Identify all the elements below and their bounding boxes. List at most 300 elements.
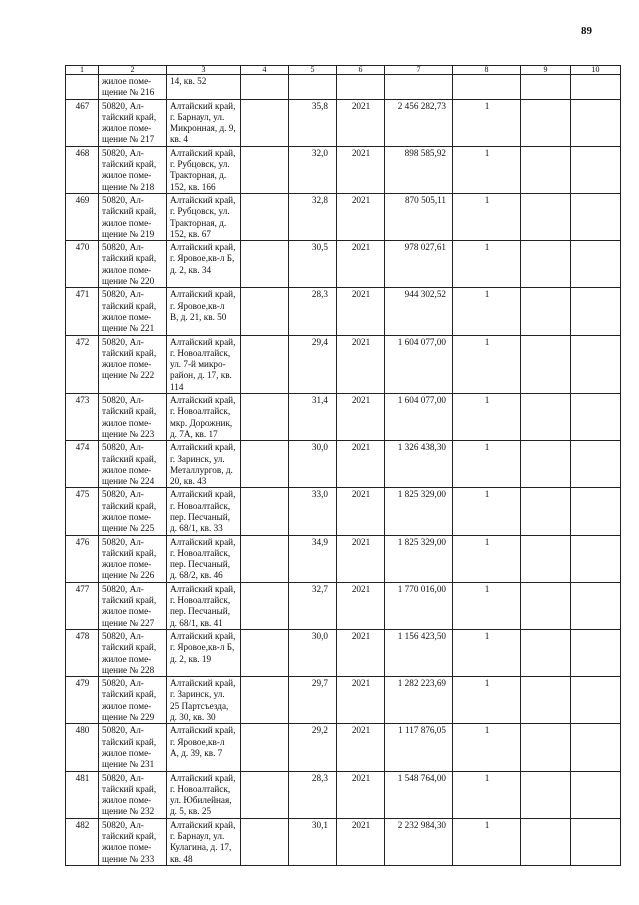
page-number: 89 xyxy=(581,25,592,37)
quantity-value-cell xyxy=(453,582,521,629)
cost-value: 1 604 077,00 xyxy=(397,336,446,347)
row-number: 469 xyxy=(75,194,90,205)
object-address-cell xyxy=(167,629,241,676)
year-value-cell xyxy=(337,146,385,193)
area-value: 31,4 xyxy=(311,395,328,406)
quantity-value-cell xyxy=(453,441,521,488)
object-address-cell xyxy=(167,818,241,865)
cell-col10-cell xyxy=(571,488,621,535)
row-number-cell xyxy=(66,288,99,335)
object-name-cell xyxy=(99,818,167,865)
object-name-cell xyxy=(99,394,167,441)
area-value-cell xyxy=(289,582,337,629)
quantity-value-cell xyxy=(453,535,521,582)
area-value: 29,2 xyxy=(311,725,328,736)
cell-col9-cell xyxy=(521,75,571,100)
cost-value-cell xyxy=(385,488,453,535)
object-address: Алтайский край, г. Новоалтайск, пер. Песчаный, д. 68/1, кв. 33 xyxy=(170,489,236,534)
quantity-value: 1 xyxy=(484,819,490,830)
cost-value-cell xyxy=(385,394,453,441)
cost-value: 2 456 282,73 xyxy=(397,100,446,111)
row-number: 468 xyxy=(75,147,90,158)
cost-value-cell xyxy=(385,724,453,771)
quantity-value: 1 xyxy=(484,489,490,500)
quantity-value: 1 xyxy=(484,194,490,205)
object-address: Алтайский край, г. Яровое,кв-л Б, д. 2, кв. 34 xyxy=(170,242,236,275)
object-address: Алтайский край, г. Рубцовск, ул. Тракторная, д. 152, кв. 67 xyxy=(170,194,236,239)
cell-col9-cell xyxy=(521,394,571,441)
object-address: Алтайский край, г. Барнаул, ул. Микронная, д. 9, кв. 4 xyxy=(170,100,236,145)
column-header: 10 xyxy=(571,66,621,75)
cost-value: 978 027,61 xyxy=(404,242,446,253)
area-value-cell xyxy=(289,75,337,100)
area-value: 30,0 xyxy=(311,442,328,453)
year-value-cell xyxy=(337,75,385,100)
row-number: 472 xyxy=(75,336,90,347)
area-value: 29,4 xyxy=(311,336,328,347)
cell-col10-cell xyxy=(571,193,621,240)
quantity-value-cell xyxy=(453,818,521,865)
cost-value-cell xyxy=(385,535,453,582)
cost-value-cell xyxy=(385,75,453,100)
quantity-value-cell xyxy=(453,75,521,100)
quantity-value-cell xyxy=(453,335,521,393)
table-row xyxy=(66,771,621,818)
area-value-cell xyxy=(289,724,337,771)
year-value-cell xyxy=(337,535,385,582)
object-name-cell xyxy=(99,771,167,818)
row-number: 482 xyxy=(75,819,90,830)
cell-col10-cell xyxy=(571,241,621,288)
cost-value: 1 282 223,69 xyxy=(397,678,446,689)
object-name: 50820, Ал- тайский край, жилое поме- щение № 219 xyxy=(102,194,157,239)
column-header: 5 xyxy=(289,66,337,75)
area-value-cell xyxy=(289,677,337,724)
quantity-value: 1 xyxy=(484,289,490,300)
year-value-cell xyxy=(337,335,385,393)
cost-value-cell xyxy=(385,335,453,393)
object-name: 50820, Ал- тайский край, жилое поме- щение № 231 xyxy=(102,725,157,770)
object-name-cell xyxy=(99,677,167,724)
year-value: 2021 xyxy=(351,772,371,783)
cell-col9-cell xyxy=(521,629,571,676)
cell-col9-cell xyxy=(521,724,571,771)
row-number: 473 xyxy=(75,395,90,406)
table-row xyxy=(66,677,621,724)
cell-col4-cell xyxy=(241,99,289,146)
year-value: 2021 xyxy=(351,489,371,500)
object-address: Алтайский край, г. Новоалтайск, пер. Песчаный, д. 68/2, кв. 46 xyxy=(170,536,236,581)
area-value-cell xyxy=(289,629,337,676)
cell-col10-cell xyxy=(571,99,621,146)
cell-col9-cell xyxy=(521,771,571,818)
quantity-value: 1 xyxy=(484,583,490,594)
object-name: 50820, Ал- тайский край, жилое поме- щение № 222 xyxy=(102,336,157,381)
quantity-value-cell xyxy=(453,394,521,441)
table-body xyxy=(66,66,621,866)
row-number-cell xyxy=(66,677,99,724)
cost-value-cell xyxy=(385,629,453,676)
object-address: Алтайский край, г. Рубцовск, ул. Тракторная, д. 152, кв. 166 xyxy=(170,147,236,192)
cost-value: 1 825 329,00 xyxy=(397,489,446,500)
area-value: 28,3 xyxy=(311,772,328,783)
row-number-cell xyxy=(66,818,99,865)
table-row xyxy=(66,582,621,629)
cell-col4-cell xyxy=(241,488,289,535)
area-value-cell xyxy=(289,394,337,441)
object-name: 50820, Ал- тайский край, жилое поме- щение № 221 xyxy=(102,289,157,334)
cost-value-cell xyxy=(385,582,453,629)
cell-col10-cell xyxy=(571,335,621,393)
year-value: 2021 xyxy=(351,289,371,300)
quantity-value: 1 xyxy=(484,242,490,253)
cell-col4-cell xyxy=(241,724,289,771)
cost-value-cell xyxy=(385,677,453,724)
row-number: 479 xyxy=(75,678,90,689)
area-value: 35,8 xyxy=(311,100,328,111)
area-value: 32,7 xyxy=(311,583,328,594)
cost-value: 1 326 438,30 xyxy=(397,442,446,453)
column-header: 8 xyxy=(453,66,521,75)
object-address-cell xyxy=(167,677,241,724)
column-header: 9 xyxy=(521,66,571,75)
object-name: 50820, Ал- тайский край, жилое поме- щение № 227 xyxy=(102,583,157,628)
cell-col4-cell xyxy=(241,193,289,240)
area-value-cell xyxy=(289,193,337,240)
table-row xyxy=(66,818,621,865)
quantity-value: 1 xyxy=(484,442,490,453)
cost-value: 1 156 423,50 xyxy=(397,630,446,641)
cell-col4-cell xyxy=(241,241,289,288)
object-address-cell xyxy=(167,146,241,193)
cell-col9-cell xyxy=(521,582,571,629)
object-name: 50820, Ал- тайский край, жилое поме- щение № 233 xyxy=(102,819,157,864)
table-row xyxy=(66,535,621,582)
cell-col10-cell xyxy=(571,146,621,193)
row-number-cell xyxy=(66,629,99,676)
year-value: 2021 xyxy=(351,819,371,830)
year-value: 2021 xyxy=(351,678,371,689)
object-name: 50820, Ал- тайский край, жилое поме- щение № 224 xyxy=(102,442,157,487)
object-address-cell xyxy=(167,75,241,100)
cell-col9-cell xyxy=(521,146,571,193)
object-address: Алтайский край, г. Заринск, ул. 25 Партсъезда, д. 30, кв. 30 xyxy=(170,678,236,723)
row-number: 475 xyxy=(75,489,90,500)
area-value-cell xyxy=(289,441,337,488)
object-name-cell xyxy=(99,441,167,488)
object-name-cell xyxy=(99,535,167,582)
header-row xyxy=(66,66,621,75)
area-value-cell xyxy=(289,241,337,288)
year-value-cell xyxy=(337,629,385,676)
row-number: 477 xyxy=(75,583,90,594)
cell-col9-cell xyxy=(521,535,571,582)
row-number-cell xyxy=(66,771,99,818)
area-value: 32,0 xyxy=(311,147,328,158)
object-name: 50820, Ал- тайский край, жилое поме- щение № 225 xyxy=(102,489,157,534)
object-name-cell xyxy=(99,488,167,535)
year-value-cell xyxy=(337,771,385,818)
row-number-cell xyxy=(66,488,99,535)
object-name: 50820, Ал- тайский край, жилое поме- щение № 226 xyxy=(102,536,157,581)
year-value: 2021 xyxy=(351,583,371,594)
cell-col4-cell xyxy=(241,441,289,488)
cost-value-cell xyxy=(385,818,453,865)
year-value: 2021 xyxy=(351,100,371,111)
object-name-cell xyxy=(99,193,167,240)
row-number: 470 xyxy=(75,242,90,253)
quantity-value: 1 xyxy=(484,536,490,547)
object-name: 50820, Ал- тайский край, жилое поме- щение № 218 xyxy=(102,147,157,192)
column-header: 6 xyxy=(337,66,385,75)
object-name-cell xyxy=(99,629,167,676)
quantity-value-cell xyxy=(453,677,521,724)
object-address-cell xyxy=(167,724,241,771)
table-row xyxy=(66,441,621,488)
year-value-cell xyxy=(337,441,385,488)
year-value-cell xyxy=(337,394,385,441)
object-name: 50820, Ал- тайский край, жилое поме- щение № 232 xyxy=(102,772,157,817)
quantity-value-cell xyxy=(453,488,521,535)
cost-value: 1 548 764,00 xyxy=(397,772,446,783)
quantity-value-cell xyxy=(453,99,521,146)
quantity-value: 1 xyxy=(484,336,490,347)
year-value-cell xyxy=(337,288,385,335)
cell-col4-cell xyxy=(241,288,289,335)
object-name-cell xyxy=(99,99,167,146)
table-row xyxy=(66,629,621,676)
object-address: Алтайский край, г. Новоалтайск, мкр. Дорожник, д. 7А, кв. 17 xyxy=(170,395,236,439)
cost-value-cell xyxy=(385,771,453,818)
column-header: 1 xyxy=(66,66,99,75)
cell-col4-cell xyxy=(241,394,289,441)
row-number-cell xyxy=(66,724,99,771)
area-value: 29,7 xyxy=(311,678,328,689)
area-value: 33,0 xyxy=(311,489,328,500)
property-table xyxy=(65,65,621,866)
cell-col10-cell xyxy=(571,75,621,100)
object-address-cell xyxy=(167,99,241,146)
cell-col9-cell xyxy=(521,99,571,146)
area-value-cell xyxy=(289,535,337,582)
cell-col10-cell xyxy=(571,394,621,441)
object-address: Алтайский край, г. Новоалтайск, ул. 7-й микро- район, д. 17, кв. 114 xyxy=(170,336,236,392)
cost-value: 898 585,92 xyxy=(404,147,446,158)
table-row xyxy=(66,724,621,771)
table-row xyxy=(66,241,621,288)
quantity-value-cell xyxy=(453,629,521,676)
cell-col4-cell xyxy=(241,535,289,582)
row-number-cell xyxy=(66,75,99,100)
cell-col4-cell xyxy=(241,335,289,393)
quantity-value-cell xyxy=(453,724,521,771)
area-value-cell xyxy=(289,335,337,393)
row-number-cell xyxy=(66,394,99,441)
cost-value-cell xyxy=(385,288,453,335)
cell-col4-cell xyxy=(241,629,289,676)
object-address-cell xyxy=(167,288,241,335)
table-row xyxy=(66,394,621,441)
year-value-cell xyxy=(337,99,385,146)
object-address-cell xyxy=(167,193,241,240)
object-address: Алтайский край, г. Новоалтайск, ул. Юбилейная, д. 5, кв. 25 xyxy=(170,772,236,817)
cell-col9-cell xyxy=(521,488,571,535)
cost-value-cell xyxy=(385,99,453,146)
area-value-cell xyxy=(289,488,337,535)
quantity-value-cell xyxy=(453,241,521,288)
row-number: 474 xyxy=(75,442,90,453)
row-number-cell xyxy=(66,335,99,393)
area-value-cell xyxy=(289,146,337,193)
year-value-cell xyxy=(337,724,385,771)
area-value: 30,0 xyxy=(311,630,328,641)
year-value-cell xyxy=(337,818,385,865)
column-header: 7 xyxy=(385,66,453,75)
object-address-cell xyxy=(167,535,241,582)
object-address: Алтайский край, г. Яровое,кв-л В, д. 21, кв. 50 xyxy=(170,289,236,322)
object-name: 50820, Ал- тайский край, жилое поме- щение № 220 xyxy=(102,242,157,287)
row-number: 467 xyxy=(75,100,90,111)
cell-col10-cell xyxy=(571,582,621,629)
cell-col10-cell xyxy=(571,629,621,676)
year-value-cell xyxy=(337,677,385,724)
cell-col10-cell xyxy=(571,771,621,818)
cost-value-cell xyxy=(385,241,453,288)
quantity-value: 1 xyxy=(484,147,490,158)
cost-value: 1 604 077,00 xyxy=(397,395,446,406)
quantity-value-cell xyxy=(453,193,521,240)
cell-col4-cell xyxy=(241,771,289,818)
year-value: 2021 xyxy=(351,442,371,453)
cell-col9-cell xyxy=(521,288,571,335)
year-value-cell xyxy=(337,488,385,535)
object-address: Алтайский край, г. Заринск, ул. Металлургов, д. 20, кв. 43 xyxy=(170,442,236,487)
object-name-cell xyxy=(99,335,167,393)
quantity-value: 1 xyxy=(484,772,490,783)
year-value: 2021 xyxy=(351,242,371,253)
table-row xyxy=(66,146,621,193)
object-name: 50820, Ал- тайский край, жилое поме- щение № 228 xyxy=(102,630,157,675)
year-value-cell xyxy=(337,582,385,629)
cell-col10-cell xyxy=(571,724,621,771)
cell-col10-cell xyxy=(571,535,621,582)
table-row xyxy=(66,99,621,146)
year-value: 2021 xyxy=(351,630,371,641)
row-number: 476 xyxy=(75,536,90,547)
row-number-cell xyxy=(66,99,99,146)
area-value: 28,3 xyxy=(311,289,328,300)
object-name: жилое поме- щение № 216 xyxy=(102,76,155,98)
row-number: 478 xyxy=(75,630,90,641)
object-name: 50820, Ал- тайский край, жилое поме- щение № 229 xyxy=(102,678,157,723)
cell-col9-cell xyxy=(521,193,571,240)
area-value-cell xyxy=(289,771,337,818)
object-address: Алтайский край, г. Яровое,кв-л Б, д. 2, кв. 19 xyxy=(170,630,236,664)
quantity-value-cell xyxy=(453,288,521,335)
cost-value-cell xyxy=(385,146,453,193)
object-address-cell xyxy=(167,771,241,818)
table-row xyxy=(66,75,621,100)
object-address-cell xyxy=(167,394,241,441)
quantity-value: 1 xyxy=(484,100,490,111)
quantity-value: 1 xyxy=(484,725,490,736)
year-value: 2021 xyxy=(351,336,371,347)
cell-col4-cell xyxy=(241,582,289,629)
object-address: Алтайский край, г. Барнаул, ул. Кулагина, д. 17, кв. 48 xyxy=(170,819,236,864)
column-header: 3 xyxy=(167,66,241,75)
cost-value: 944 302,52 xyxy=(404,289,446,300)
area-value: 32,8 xyxy=(311,194,328,205)
row-number: 480 xyxy=(75,725,90,736)
cell-col9-cell xyxy=(521,677,571,724)
cell-col9-cell xyxy=(521,241,571,288)
quantity-value-cell xyxy=(453,146,521,193)
cell-col4-cell xyxy=(241,146,289,193)
object-name-cell xyxy=(99,724,167,771)
table-row xyxy=(66,488,621,535)
object-address-cell xyxy=(167,335,241,393)
object-address-cell xyxy=(167,441,241,488)
object-name: 50820, Ал- тайский край, жилое поме- щение № 217 xyxy=(102,100,157,145)
area-value: 30,5 xyxy=(311,242,328,253)
object-name-cell xyxy=(99,241,167,288)
year-value: 2021 xyxy=(351,395,371,406)
column-header: 2 xyxy=(99,66,167,75)
row-number-cell xyxy=(66,441,99,488)
cost-value: 1 770 016,00 xyxy=(397,583,446,594)
cell-col4-cell xyxy=(241,75,289,100)
area-value-cell xyxy=(289,818,337,865)
cost-value: 870 505,11 xyxy=(404,194,446,205)
cell-col10-cell xyxy=(571,677,621,724)
object-name: 50820, Ал- тайский край, жилое поме- щение № 223 xyxy=(102,395,157,439)
cell-col9-cell xyxy=(521,818,571,865)
row-number: 481 xyxy=(75,772,90,783)
object-address: 14, кв. 52 xyxy=(170,76,207,86)
object-address-cell xyxy=(167,582,241,629)
row-number: 471 xyxy=(75,289,90,300)
cell-col9-cell xyxy=(521,441,571,488)
cost-value: 1 825 329,00 xyxy=(397,536,446,547)
object-address-cell xyxy=(167,488,241,535)
column-header: 4 xyxy=(241,66,289,75)
quantity-value: 1 xyxy=(484,395,490,406)
cost-value-cell xyxy=(385,441,453,488)
object-address: Алтайский край, г. Новоалтайск, пер. Песчаный, д. 68/1, кв. 41 xyxy=(170,583,236,628)
year-value-cell xyxy=(337,241,385,288)
cell-col10-cell xyxy=(571,288,621,335)
area-value: 34,9 xyxy=(311,536,328,547)
row-number-cell xyxy=(66,582,99,629)
quantity-value: 1 xyxy=(484,678,490,689)
row-number-cell xyxy=(66,241,99,288)
object-name-cell xyxy=(99,582,167,629)
cell-col9-cell xyxy=(521,335,571,393)
year-value: 2021 xyxy=(351,147,371,158)
area-value-cell xyxy=(289,288,337,335)
table-row xyxy=(66,335,621,393)
cost-value: 1 117 876,05 xyxy=(398,725,446,736)
quantity-value: 1 xyxy=(484,630,490,641)
object-name-cell xyxy=(99,75,167,100)
year-value: 2021 xyxy=(351,536,371,547)
year-value: 2021 xyxy=(351,194,371,205)
year-value-cell xyxy=(337,193,385,240)
cell-col10-cell xyxy=(571,441,621,488)
object-name-cell xyxy=(99,288,167,335)
table-row xyxy=(66,288,621,335)
year-value: 2021 xyxy=(351,725,371,736)
